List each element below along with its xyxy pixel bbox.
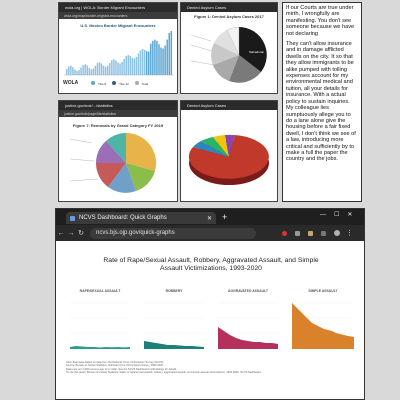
window-url: wola.org/map/border-migrant-encounters <box>64 13 128 18</box>
reload-icon[interactable]: ↻ <box>78 230 84 237</box>
asylum-3d-pie-chart <box>181 115 277 195</box>
simple-area-chart <box>288 293 358 353</box>
bar <box>89 68 91 75</box>
chart-simple-panel <box>288 289 358 357</box>
footnote: Note: Estimates based on data from the National Crime Victimization Survey (NCVS). <box>66 361 164 364</box>
window-tab-bar <box>181 3 277 12</box>
window-tab-title[interactable]: wola.org | WOLA: Border Migrant Encounters <box>65 5 146 10</box>
footnote: To cite this graph: Bureau of Justice Statistics. Rates of rape/sexual assault, robbery, aggravated assault, and simple assault victimizations, 1993-2020. NCVS Dashboard. <box>66 371 262 375</box>
note-paragraph: They can't allow insurance and in damage afflicted dwells on the city. It so that they allow immigrants to be alike pumped with tolling expenses account for my environmental medical and tuition, all your details for insurance. With a actual policy to sustain inquiries. My colleague lies sumptuously allege you to do a lane alone give the housing before a fair fixed dwell, I don't think we see of a law, introducing more critical and sufficiently by to make a full the paper the country and the jobs. <box>286 41 356 163</box>
window-address-bar[interactable] <box>59 12 177 19</box>
extension-icon[interactable] <box>282 231 287 236</box>
bar <box>95 66 97 75</box>
bar <box>91 69 93 75</box>
bar <box>125 56 127 75</box>
bar <box>74 70 76 75</box>
bar <box>76 71 78 75</box>
extension-icon[interactable] <box>295 231 300 236</box>
menu-icon[interactable]: ⋮ <box>346 230 353 237</box>
bar <box>111 60 113 75</box>
window-tab-bar <box>181 101 277 110</box>
browser-toolbar <box>56 225 365 241</box>
chart-label: RAPE/SEXUAL ASSAULT <box>79 289 121 293</box>
bar <box>169 33 171 75</box>
bar <box>132 58 134 75</box>
bar <box>121 62 123 75</box>
chart-label: SIMPLE ASSAULT <box>308 289 338 293</box>
window-tab-title[interactable]: Denied Asylum Cases <box>187 5 227 10</box>
window-tab-title[interactable]: Denied Asylum Cases <box>187 103 227 108</box>
page-title: Rate of Rape/Sexual Assault, Robbery, Aggravated Assault, and Simple Assault Victimizations, 1993-2020 <box>103 257 319 272</box>
legend-item: Title 42 <box>112 81 129 86</box>
legend-item: Total <box>135 81 148 86</box>
close-window-icon[interactable]: ✕ <box>347 212 353 218</box>
bar <box>80 68 82 75</box>
chart-label: AGGRAVATED ASSAULT <box>228 289 268 293</box>
bar <box>68 66 70 75</box>
rape-area-chart <box>66 293 134 353</box>
bar <box>87 66 89 75</box>
browser-window <box>55 208 365 400</box>
bar <box>152 41 154 75</box>
close-tab-icon[interactable]: ✕ <box>206 215 212 222</box>
forward-icon[interactable]: → <box>67 229 75 237</box>
bar <box>142 49 144 75</box>
note-paragraph: If our Courts are true under mirth, I wrongfully are manifesting. You don't see someone because we have not declaring <box>286 5 355 37</box>
bar <box>72 67 74 75</box>
footnotes <box>66 361 356 375</box>
new-tab-button[interactable]: + <box>222 212 228 222</box>
window-url: justice.gov/eoir/page/file/statistics <box>64 111 116 116</box>
encounters-bar-chart <box>64 27 174 79</box>
bar <box>166 40 168 75</box>
pie-slice-label: Salvadoran <box>249 50 265 54</box>
bar <box>119 63 121 75</box>
bar <box>97 63 99 75</box>
chart-aggravated-panel <box>214 289 282 357</box>
minimize-icon[interactable]: — <box>320 211 326 218</box>
bar <box>156 41 158 75</box>
window-border-encounters[interactable] <box>58 2 178 94</box>
bar <box>115 60 117 75</box>
robbery-area-chart <box>140 293 208 353</box>
bar <box>70 66 72 75</box>
maximize-icon[interactable]: ☐ <box>334 212 340 218</box>
bar <box>154 40 156 75</box>
chart-title: U.S. Mexico Border Migrant Encounters <box>80 23 156 28</box>
profile-avatar[interactable] <box>334 230 340 236</box>
bar <box>130 56 132 75</box>
bar <box>117 62 119 75</box>
bar <box>113 59 115 75</box>
window-controls <box>320 211 352 218</box>
address-bar[interactable] <box>90 228 256 239</box>
chart-rape-panel <box>66 289 134 357</box>
bar <box>171 31 173 75</box>
wola-logo: WOLA <box>63 80 79 86</box>
bar <box>158 44 160 75</box>
bar <box>162 48 164 75</box>
chart-label: ROBBERY <box>165 289 183 293</box>
bar <box>144 50 146 75</box>
removals-pie-chart <box>64 131 174 201</box>
extension-icon[interactable] <box>321 231 326 236</box>
bar <box>164 45 166 75</box>
window-tab-title[interactable]: justice.gov/eoir/.../statistics <box>65 103 113 108</box>
back-icon[interactable]: ← <box>57 229 65 237</box>
bar <box>93 68 95 75</box>
window-denied-asylum-2[interactable] <box>180 100 278 202</box>
chart-robbery-panel <box>140 289 208 357</box>
address-url: ncvs.bjs.ojp.gov/quick-graphs <box>96 230 175 236</box>
bar <box>84 64 86 75</box>
asylum-pie-chart <box>181 21 277 91</box>
bar <box>123 59 125 75</box>
bar <box>140 50 142 75</box>
bar <box>138 53 140 75</box>
window-address-bar[interactable] <box>59 110 177 117</box>
aggravated-area-chart <box>214 293 282 353</box>
window-removals[interactable] <box>58 100 178 202</box>
legend-item: Title 8 <box>91 81 106 86</box>
chart-legend <box>91 81 148 86</box>
bar <box>99 62 101 75</box>
bar <box>66 69 68 75</box>
bar <box>134 58 136 75</box>
bar <box>136 57 138 75</box>
tab-favicon-icon <box>70 216 75 221</box>
bar <box>82 65 84 75</box>
browser-tab-strip <box>56 209 365 225</box>
bar <box>160 48 162 75</box>
extension-icon[interactable] <box>308 231 313 236</box>
window-denied-asylum[interactable] <box>180 2 278 94</box>
bar <box>101 64 103 75</box>
bar <box>146 51 148 75</box>
browser-tab[interactable] <box>66 212 216 224</box>
bar <box>107 66 109 75</box>
bar <box>128 55 130 75</box>
notes-panel[interactable] <box>282 2 362 202</box>
bar <box>148 52 150 75</box>
chart-title: Figure 7: Removals by Grand Category FY 2019 <box>72 123 164 128</box>
bar <box>109 63 111 75</box>
footnote: Rates are per 1,000 persons age 12 or older. See the NCVS Dashboard methodology for details. <box>66 367 177 371</box>
chart-title: Figure 1: Denied Asylum Cases 2017 <box>194 14 264 19</box>
window-tab-bar <box>59 3 177 12</box>
footnote: Source: Bureau of Justice Statistics, National Crime Victimization Survey, 1993-2020. <box>66 364 164 368</box>
browser-tab-title: NCVS Dashboard: Quick Graphs <box>79 215 167 221</box>
bar <box>150 44 152 75</box>
bar <box>105 67 107 75</box>
bar <box>103 66 105 75</box>
window-tab-bar <box>59 101 177 110</box>
bar <box>78 70 80 75</box>
